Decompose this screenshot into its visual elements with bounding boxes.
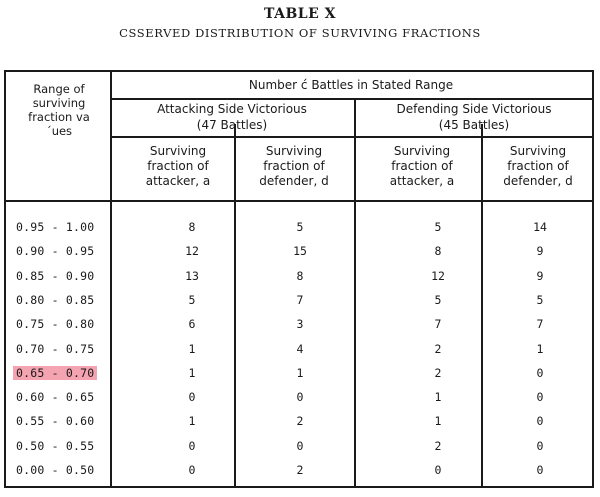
- table-cell-dv-a: 1: [434, 390, 442, 405]
- table-cell-dv-a: 5: [434, 292, 442, 307]
- table-subtitle: ϹSSERVED DISTRIBUTION OF SURVIVING FRACTIONS: [119, 26, 481, 40]
- range-cell: [16, 463, 94, 477]
- range-value: 0.65 - 0.70: [13, 366, 97, 380]
- range-cell: [16, 390, 94, 404]
- table-cell-av-a: 5: [188, 292, 196, 307]
- table-cell-av-a: 1: [188, 365, 196, 380]
- table-cell-dv-d: 9: [536, 268, 544, 283]
- divider: [110, 98, 592, 100]
- range-header: Range of surviving fraction va´ues: [28, 82, 90, 138]
- range-value: 0.50 - 0.55: [16, 438, 95, 453]
- divider: [481, 124, 483, 486]
- range-cell: [16, 414, 94, 428]
- table-title: TABLE X: [263, 6, 337, 22]
- table-cell-dv-d: 0: [536, 463, 544, 477]
- divider: [110, 136, 592, 138]
- range-cell: [16, 220, 94, 234]
- divider: [6, 200, 592, 202]
- range-value: 0.60 - 0.65: [16, 390, 95, 405]
- table-cell-av-a: 12: [185, 244, 199, 259]
- table-cell-dv-d: 5: [536, 292, 544, 307]
- table-cell-av-a: 1: [188, 341, 196, 356]
- range-value: 0.00 - 0.50: [16, 463, 95, 477]
- table-cell-av-a: 0: [188, 438, 196, 453]
- table-cell-av-d: 15: [293, 244, 307, 259]
- range-value: 0.95 - 1.00: [16, 220, 95, 234]
- table-cell-dv-a: 7: [434, 317, 442, 332]
- table-cell-dv-d: 0: [536, 365, 544, 380]
- table-cell-dv-a: 5: [434, 220, 442, 234]
- table-cell-dv-d: 9: [536, 244, 544, 259]
- table-cell-dv-a: 2: [434, 438, 442, 453]
- range-value: 0.85 - 0.90: [16, 268, 95, 283]
- table-cell-av-a: 8: [188, 220, 196, 234]
- attacking-header: Attacking Side Victorious: [157, 102, 307, 116]
- range-cell: [16, 366, 97, 380]
- table-cell-av-d: 8: [296, 268, 304, 283]
- battles-header: Number ć Battles in Stated Range: [248, 78, 454, 92]
- table-cell-dv-d: 0: [536, 438, 544, 453]
- table-cell-dv-d: 14: [533, 220, 547, 234]
- range-cell: [16, 342, 94, 356]
- table-cell-dv-a: 8: [434, 244, 442, 259]
- table-cell-av-d: 3: [296, 317, 304, 332]
- table-cell-av-a: 1: [188, 414, 196, 429]
- range-cell: [16, 244, 94, 258]
- divider: [234, 124, 236, 486]
- range-cell: [16, 317, 94, 331]
- range-value: 0.80 - 0.85: [16, 292, 95, 307]
- range-cell: [16, 293, 94, 307]
- table-cell-av-d: 1: [296, 365, 304, 380]
- defending-header: Defending Side Victorious: [396, 102, 552, 116]
- col-header-attacker-a: Surviving fraction of attacker, a: [389, 144, 455, 188]
- table-cell-dv-d: 1: [536, 341, 544, 356]
- range-cell: [16, 269, 94, 283]
- range-value: 0.90 - 0.95: [16, 244, 95, 259]
- table-cell-av-a: 0: [188, 463, 196, 477]
- table-cell-dv-a: 12: [431, 268, 445, 283]
- divider: [354, 100, 356, 486]
- col-header-defender-d: Surviving fraction of defender, d: [503, 144, 573, 188]
- table-cell-dv-a: 0: [434, 463, 442, 477]
- col-header-defender-d: Surviving fraction of defender, d: [259, 144, 329, 188]
- table-cell-av-a: 0: [188, 390, 196, 405]
- table-cell-av-d: 2: [296, 463, 304, 477]
- table-cell-av-d: 0: [296, 438, 304, 453]
- table-cell-dv-d: 0: [536, 414, 544, 429]
- defending-count: (45 Battles): [438, 118, 510, 132]
- table-cell-dv-d: 7: [536, 317, 544, 332]
- table-cell-av-d: 0: [296, 390, 304, 405]
- table-cell-av-a: 13: [185, 268, 199, 283]
- table-cell-av-d: 5: [296, 220, 304, 234]
- range-cell: [16, 439, 94, 453]
- data-table: [4, 70, 594, 488]
- table-cell-av-d: 2: [296, 414, 304, 429]
- table-cell-dv-a: 2: [434, 365, 442, 380]
- range-value: 0.70 - 0.75: [16, 341, 95, 356]
- range-value: 0.55 - 0.60: [16, 414, 95, 429]
- table-cell-av-d: 7: [296, 292, 304, 307]
- divider: [110, 72, 112, 486]
- attacking-count: (47 Battles): [196, 118, 268, 132]
- table-cell-dv-a: 2: [434, 341, 442, 356]
- col-header-attacker-a: Surviving fraction of attacker, a: [145, 144, 211, 188]
- table-cell-av-d: 4: [296, 341, 304, 356]
- range-value: 0.75 - 0.80: [16, 317, 95, 332]
- table-cell-av-a: 6: [188, 317, 196, 332]
- table-cell-dv-d: 0: [536, 390, 544, 405]
- table-cell-dv-a: 1: [434, 414, 442, 429]
